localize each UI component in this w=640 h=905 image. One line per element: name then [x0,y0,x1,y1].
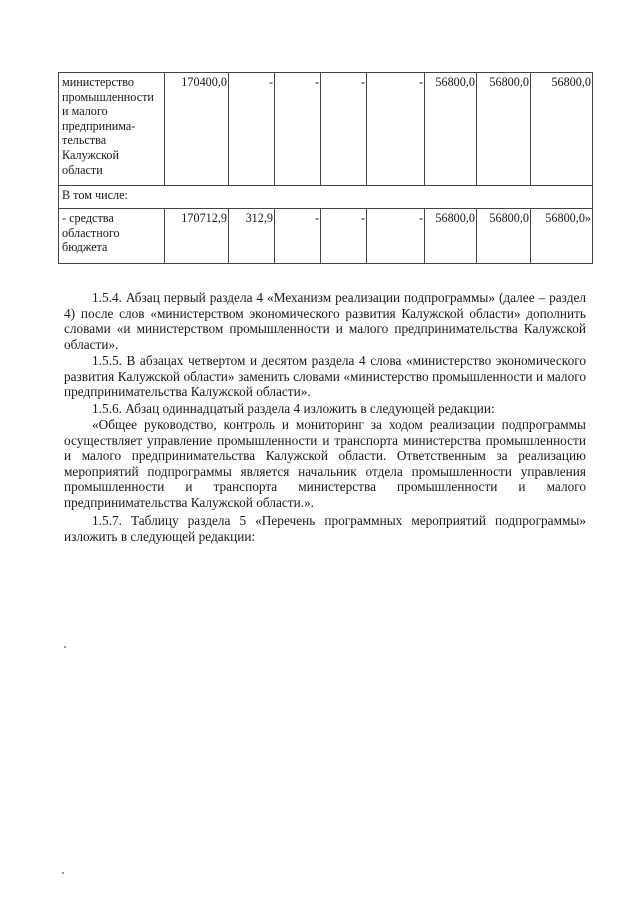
table-row [59,209,593,264]
table-cell: 56800,0» [531,209,593,264]
paragraph-1-5-5 [64,353,586,400]
table-cell: - [321,209,367,264]
paragraph-text: 1.5.7. Таблицу раздела 5 «Перечень программных мероприятий подпрограммы» изложить в следующей редакции: [64,513,586,544]
budget-table [58,72,593,264]
table-cell: 56800,0 [477,73,531,186]
row-label: - средства областного бюджета [59,209,165,264]
table-cell: - [367,73,425,186]
table-cell: 170400,0 [165,73,229,186]
table-cell: - [275,73,321,186]
table-row [59,186,593,209]
table-row [59,73,593,186]
table-cell: 56800,0 [531,73,593,186]
paragraph-text: 1.5.5. В абзацах четвертом и десятом раздела 4 слова «министерство экономического развития Калужской области» заменить словами «министерство промышленности и малого предпринимательства Калужской области». [64,353,586,400]
table-cell: 56800,0 [477,209,531,264]
scan-speck [64,646,66,648]
paragraph-1-5-4 [64,290,586,352]
table-cell: 56800,0 [425,73,477,186]
table-cell: 170712,9 [165,209,229,264]
paragraph-1-5-7 [64,513,586,544]
table-cell: - [321,73,367,186]
paragraph-text: 1.5.6. Абзац одиннадцатый раздела 4 изложить в следующей редакции: [92,401,495,416]
row-label: В том числе: [59,186,593,209]
table-cell: - [275,209,321,264]
table-cell: 312,9 [229,209,275,264]
table-cell: 56800,0 [425,209,477,264]
scan-speck [62,872,64,874]
table-cell: - [229,73,275,186]
row-label: министерство промышленности и малого предпринима-тельства Калужской области [59,73,165,186]
paragraph-1-5-6 [64,401,586,417]
quoted-paragraph [64,417,586,511]
paragraph-text: «Общее руководство, контроль и мониторинг за ходом реализации подпрограммы осуществляет управление промышленности и транспорта министерства промышленности и малого предпринимательства Калужской области. Ответственным за реализацию мероприятий подпрограммы является начальник отдела промышленности управления промышленности и транспорта министерства промышленности и малого предпринимательства Калужской области.». [64,417,586,510]
paragraph-text: 1.5.4. Абзац первый раздела 4 «Механизм реализации подпрограммы» (далее – раздел 4) после слов «министерством экономического развития Калужской области» дополнить словами «и министерством промышленности и малого предпринимательства Калужской области». [64,290,586,352]
table-cell: - [367,209,425,264]
